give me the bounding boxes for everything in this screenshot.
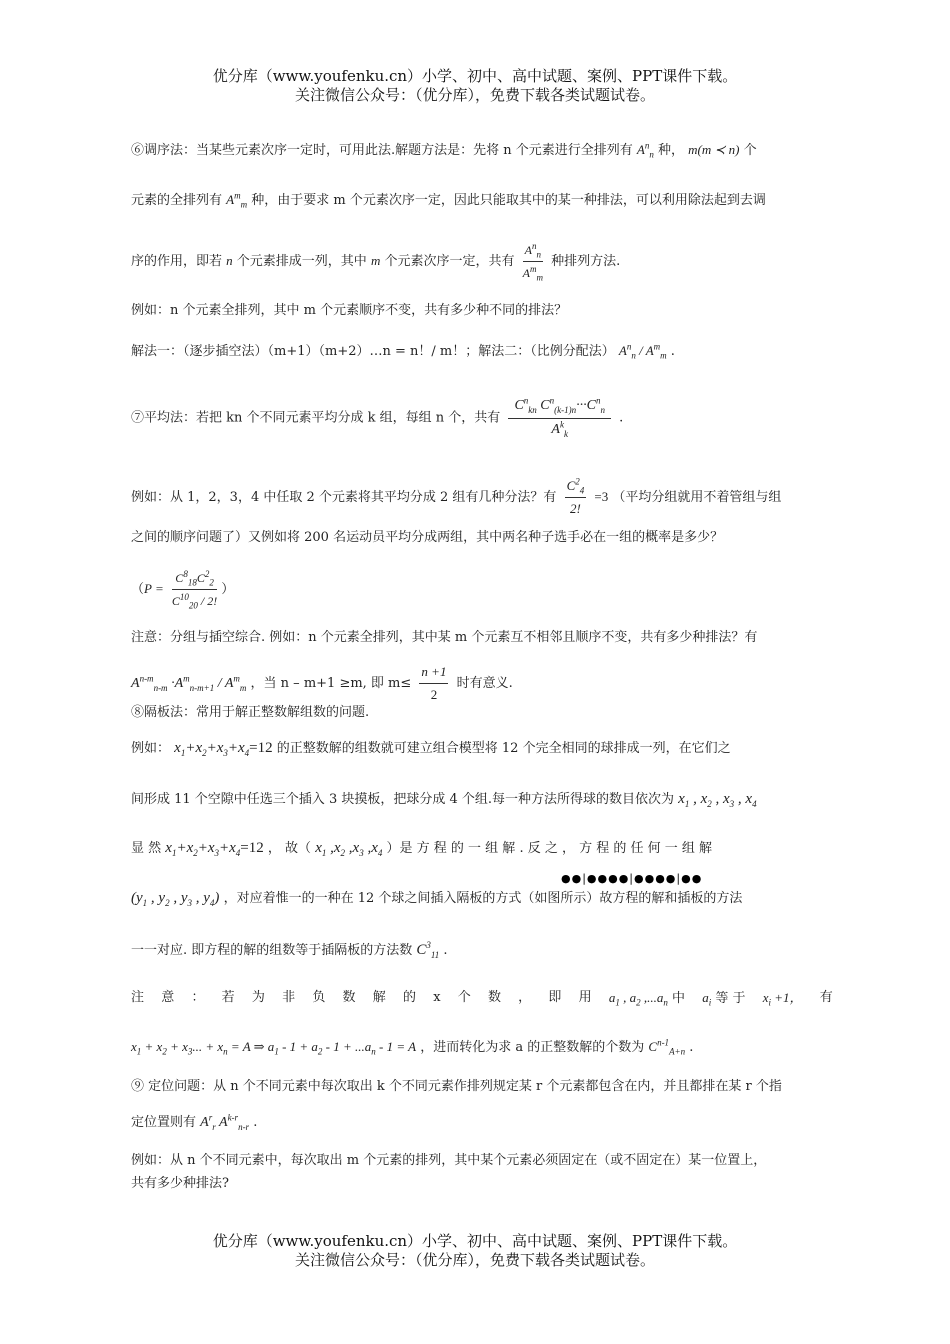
- note2-line-1: 注 意 ： 若 为 非 负 数 解 的 x 个 数 ， 即 用 $a_1$ , $a_2$ $,...a_n$ 中 $a_i$ 等 于 $x_i +1$， 有: [131, 990, 833, 1008]
- page-footer: [0, 1232, 950, 1270]
- s9-example-2: 共有多少种排法?: [131, 1176, 229, 1191]
- fraction-probability: $\frac{C^8_{18}C^2_2}{C^{10}_{20} / 2!}$: [171, 569, 218, 611]
- s8-example-4: ($y_1$ , $y_2$ , $y_3$ , $y_4$) ，对应着惟一的一种在 12 个球之间插入隔板的方式（如图所示）故方程的解和插板的方法: [131, 890, 743, 908]
- footer-line-2: 关注微信公众号：（优分库），免费下载各类试题试卷。: [294, 1251, 655, 1269]
- s8-example-2: 间形成 11 个空隙中任选三个插入 3 块摸板，把球分成 4 个组.每一种方法所得球的数目依次为 $x_1$ , $x_2$ , $x_3$ , $x_4$: [131, 791, 757, 809]
- note2-line-2: $x_1 + x_2 + x_3$... + $x_n = A$ ⇒ $a_1 - 1 + a_2 - 1 + ...a_n - 1 = A$ ，进而转化为求 a 的正整数解的个数为 $C^{n-1}_{A+n}$ .: [131, 1037, 694, 1057]
- s8-example-3: 显 然 $x_1+x_2+x_3+x_4=12$ ， 故（ $x_1$ $,x_2$ $,x_3$ $,x_4$ ）是 方 程 的 一 组 解 . 反 之 ， 方 程 的 任 何 一 组 解: [131, 840, 713, 858]
- s7-example-1: 例如：从 1，2，3，4 中任取 2 个元素将其平均分成 2 组有几种分法？有 $\frac{C^2_4}{2!}$ =3 （平均分组就用不着管组与组: [131, 476, 833, 519]
- s6-line-1: ⑥调序法：当某些元素次序一定时，可用此法.解题方法是：先将 n 个元素进行全排列有 $A^n_n$ 种， m(m ≺ n) 个: [131, 140, 757, 160]
- page-header: [0, 67, 950, 105]
- s9-line-2: 定位置则有 $A^r_r$ $A^{k-r}_{n-r}$ .: [131, 1112, 258, 1132]
- note1-line-1: 注意：分组与插空综合. 例如：n 个元素全排列，其中某 m 个元素互不相邻且顺序不变，共有多少种排法？有: [131, 630, 758, 645]
- note1-line-2: $A^{n-m}_{n-m} \cdot A^m_{n-m+1} / A^m_m$ ，当 n – m+1 ≥m, 即 m≤ $\frac{n +1}{2}$ 时有意义.: [131, 662, 833, 705]
- s7-line-1: ⑦平均法：若把 kn 个不同元素平均分成 k 组，每组 n 个，共有 $C^n_{kn}$ $C^n_{(k-1)n}\cdot\cdot\cdot C^n_n$ $A^k_k$ .: [131, 395, 624, 439]
- s7-example-2: 之间的顺序问题了）又例如将 200 名运动员平均分成两组，其中两名种子选手必在一组的概率是多少？: [131, 530, 724, 545]
- s6-solution: 解法一：（逐步插空法）（m+1）（m+2）…n = n！/ m！；解法二：（比例分配法） $A^n_n / A^m_m$ .: [131, 341, 675, 361]
- partition-dots-figure: ●●|●●●●|●●●●|●●: [561, 872, 703, 885]
- header-line-2: 关注微信公众号：（优分库），免费下载各类试题试卷。: [294, 86, 655, 104]
- s8-example-5: 一一对应. 即方程的解的组数等于插隔板的方法数 $C^3_{11}$ .: [131, 940, 448, 960]
- fraction-an-over-am: $A^n_n$ $A^m_m$: [522, 241, 543, 283]
- header-line-1: 优分库（www.youfenku.cn）小学、初中、高中试题、案例、PPT课件下载。: [212, 67, 738, 85]
- s7-probability: （P = $\frac{C^8_{18}C^2_2}{C^{10}_{20} / 2!}$ ）: [131, 569, 235, 611]
- fraction-c42-over-2: $\frac{C^2_4}{2!}$: [566, 476, 585, 516]
- fraction-n-plus-1-over-2: $\frac{n +1}{2}$: [421, 664, 447, 702]
- s9-example-1: 例如：从 n 个不同元素中，每次取出 m 个元素的排列，其中某个元素必须固定在（或不固定在）某一位置上，: [131, 1153, 767, 1168]
- fraction-average-grouping: $C^n_{kn}$ $C^n_{(k-1)n}\cdot\cdot\cdot C^n_n$ $A^k_k$: [508, 396, 611, 440]
- s6-line-3: 序的作用，即若 n 个元素排成一列，其中 m 个元素次序一定，共有 $A^n_n$ $A^m_m$ 种排列方法.: [131, 241, 621, 283]
- s8-example-1: 例如： $x_1+x_2+x_3+x_4=12$ 的正整数解的组数就可建立组合模型将 12 个完全相同的球排成一列，在它们之: [131, 740, 731, 758]
- s9-line-1: ⑨ 定位问题：从 n 个不同元素中每次取出 k 个不同元素作排列规定某 r 个元素都包含在内，并且都排在某 r 个指: [131, 1079, 782, 1094]
- s8-title: ⑧隔板法：常用于解正整数解组数的问题.: [131, 705, 370, 720]
- footer-line-1: 优分库（www.youfenku.cn）小学、初中、高中试题、案例、PPT课件下载。: [212, 1232, 738, 1250]
- s6-example: 例如：n 个元素全排列，其中 m 个元素顺序不变，共有多少种不同的排法？: [131, 303, 568, 318]
- s6-line-2: 元素的全排列有 $A^m_m$ 种，由于要求 m 个元素次序一定，因此只能取其中的某一种排法，可以利用除法起到去调: [131, 190, 766, 210]
